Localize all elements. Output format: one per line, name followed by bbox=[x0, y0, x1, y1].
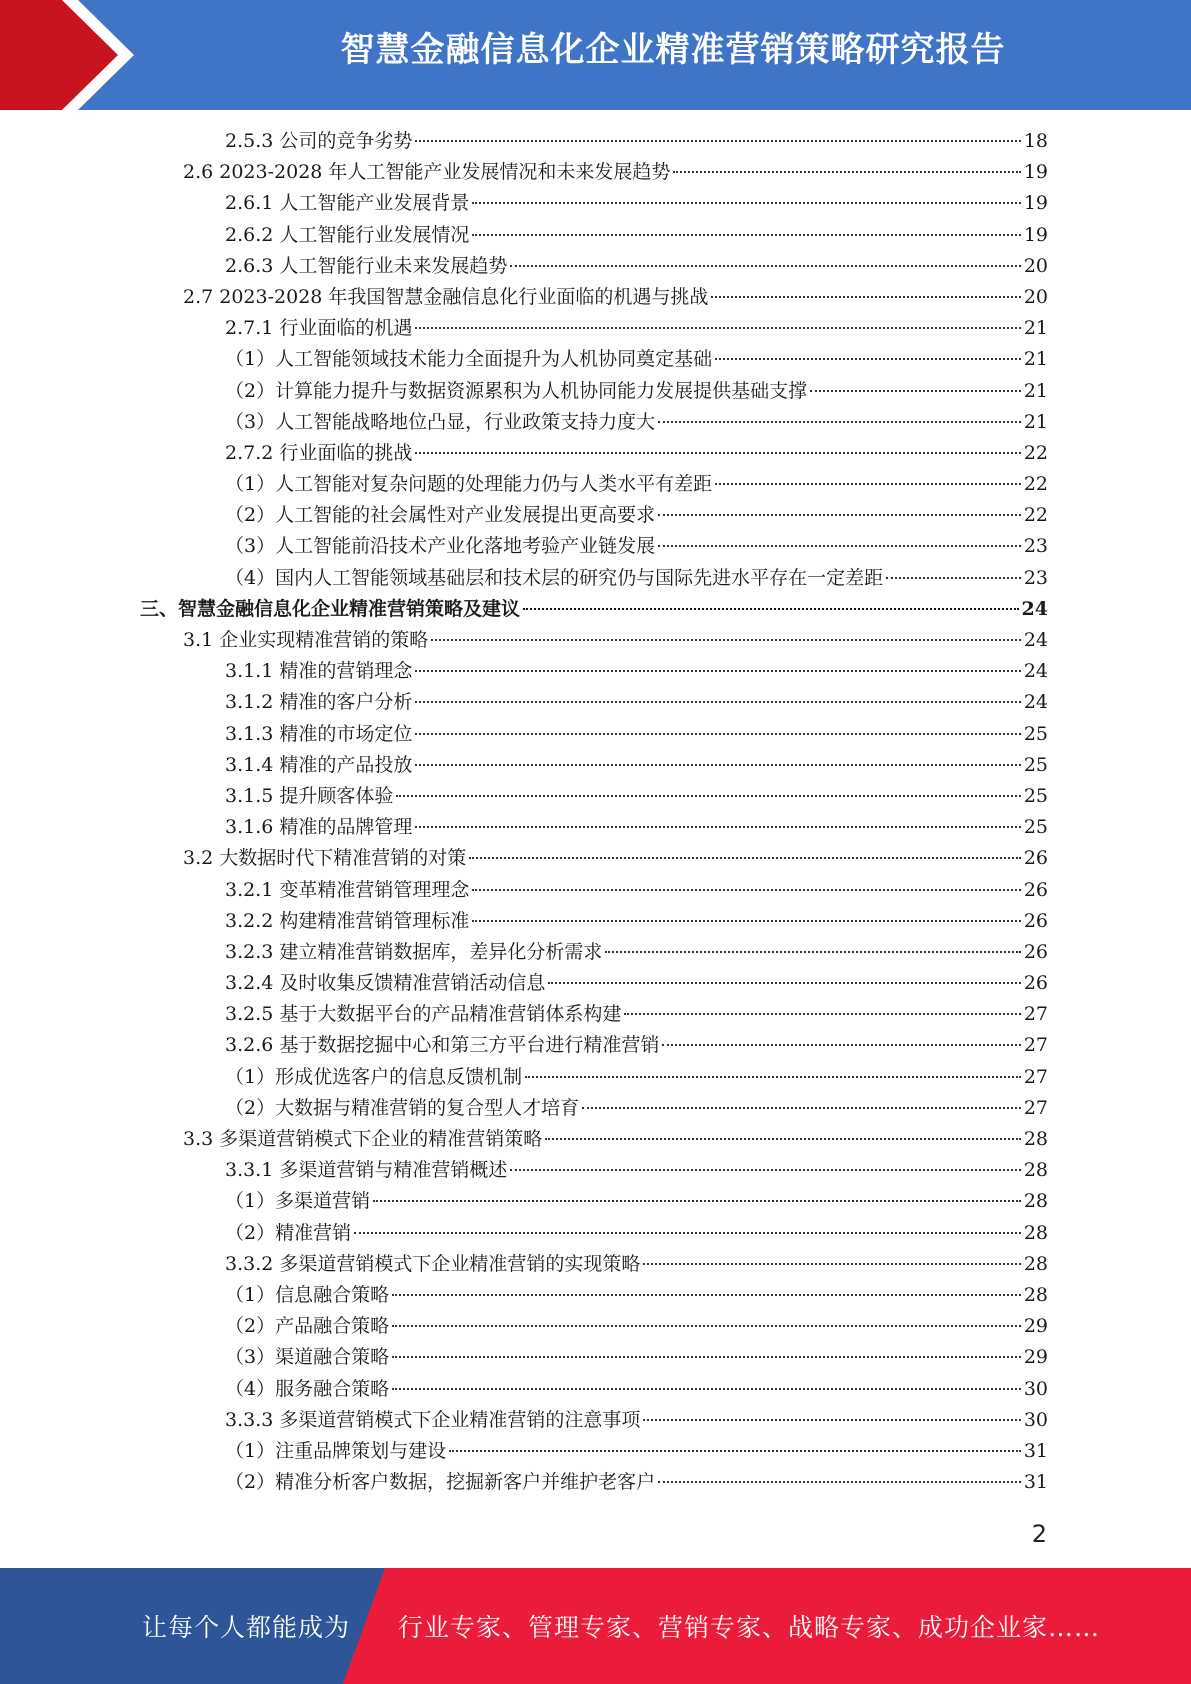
toc-entry-page: 27 bbox=[1023, 1096, 1048, 1119]
toc-entry[interactable] bbox=[140, 563, 1048, 594]
toc-dot-leader bbox=[415, 701, 1020, 703]
report-title: 智慧金融信息化企业精准营销策略研究报告 bbox=[340, 30, 1006, 70]
toc-dot-leader bbox=[415, 452, 1020, 454]
toc-entry-title: （1）人工智能对复杂问题的处理能力仍与人类水平有差距 bbox=[225, 473, 713, 496]
toc-entry-title: （1）信息融合策略 bbox=[225, 1283, 390, 1306]
toc-entry-page: 19 bbox=[1023, 192, 1048, 215]
toc-entry-page: 30 bbox=[1023, 1408, 1048, 1431]
toc-entry[interactable] bbox=[140, 1155, 1048, 1186]
toc-entry[interactable] bbox=[140, 906, 1048, 937]
toc-entry[interactable] bbox=[140, 1062, 1048, 1093]
toc-dot-leader bbox=[396, 795, 1020, 797]
toc-dot-leader bbox=[415, 327, 1020, 329]
toc-entry-page: 24 bbox=[1023, 629, 1048, 651]
toc-entry-title: （3）人工智能战略地位凸显，行业政策支持力度大 bbox=[225, 410, 656, 433]
toc-entry[interactable] bbox=[140, 1218, 1048, 1249]
toc-entry-title: 3.3.1 多渠道营销与精准营销概述 bbox=[225, 1159, 508, 1182]
toc-entry-title: 3.1.2 精准的客户分析 bbox=[225, 691, 413, 714]
toc-entry-title: （2）产品融合策略 bbox=[225, 1315, 390, 1338]
toc-entry[interactable] bbox=[140, 999, 1048, 1030]
toc-entry-title: 3.2.2 构建精准营销管理标准 bbox=[225, 909, 470, 932]
toc-entry-page: 25 bbox=[1023, 816, 1048, 839]
toc-entry-page: 31 bbox=[1023, 1471, 1048, 1494]
toc-entry[interactable] bbox=[140, 407, 1048, 438]
toc-entry-title: 2.7.1 行业面临的机遇 bbox=[225, 317, 413, 340]
toc-dot-leader bbox=[415, 826, 1020, 828]
toc-entry-title: 三、智慧金融信息化企业精准营销策略及建议 bbox=[140, 597, 521, 620]
toc-entry-page: 20 bbox=[1023, 285, 1048, 308]
toc-entry-page: 28 bbox=[1023, 1159, 1048, 1182]
toc-entry-title: 3.2 大数据时代下精准营销的对策 bbox=[183, 847, 467, 870]
toc-entry-page: 28 bbox=[1023, 1283, 1048, 1306]
toc-dot-leader bbox=[715, 483, 1021, 485]
toc-dot-leader bbox=[415, 733, 1020, 735]
toc-dot-leader bbox=[545, 1138, 1021, 1140]
toc-entry[interactable] bbox=[140, 594, 1048, 625]
toc-entry-title: 2.6.3 人工智能行业未来发展趋势 bbox=[225, 254, 508, 277]
toc-dot-leader bbox=[523, 608, 1019, 610]
toc-entry-title: 2.7 2023-2028 年我国智慧金融信息化行业面临的机遇与挑战 bbox=[183, 285, 709, 308]
toc-entry[interactable] bbox=[140, 1436, 1048, 1467]
toc-dot-leader bbox=[624, 1013, 1020, 1015]
page-number: 2 bbox=[1031, 1520, 1047, 1548]
toc-entry[interactable] bbox=[140, 1249, 1048, 1280]
page-footer bbox=[0, 1568, 1191, 1684]
toc-entry[interactable] bbox=[140, 687, 1048, 718]
toc-entry-title: （1）多渠道营销 bbox=[225, 1190, 371, 1213]
toc-entry-title: （2）大数据与精准营销的复合型人才培育 bbox=[225, 1096, 580, 1119]
toc-entry[interactable] bbox=[140, 1405, 1048, 1436]
toc-entry[interactable] bbox=[140, 469, 1048, 500]
toc-entry-title: 2.7.2 行业面临的挑战 bbox=[225, 441, 413, 464]
page-header bbox=[0, 0, 1191, 110]
toc-dot-leader bbox=[354, 1232, 1021, 1234]
toc-dot-leader bbox=[662, 1044, 1020, 1046]
toc-entry-title: 3.3 多渠道营销模式下企业的精准营销策略 bbox=[183, 1128, 543, 1150]
toc-entry-page: 29 bbox=[1023, 1315, 1048, 1338]
toc-dot-leader bbox=[415, 670, 1020, 672]
toc-dot-leader bbox=[658, 421, 1021, 423]
toc-entry-page: 20 bbox=[1023, 254, 1048, 277]
toc-entry-title: 3.2.6 基于数据挖掘中心和第三方平台进行精准营销 bbox=[225, 1034, 660, 1057]
toc-entry[interactable] bbox=[140, 1124, 1048, 1155]
toc-entry-page: 18 bbox=[1023, 130, 1048, 152]
toc-entry-title: （3）人工智能前沿技术产业化落地考验产业链发展 bbox=[225, 535, 656, 558]
toc-entry[interactable] bbox=[140, 157, 1048, 188]
toc-entry-page: 24 bbox=[1023, 660, 1048, 683]
toc-dot-leader bbox=[415, 764, 1020, 766]
toc-dot-leader bbox=[373, 1200, 1021, 1202]
toc-entry-page: 28 bbox=[1023, 1128, 1048, 1150]
toc-dot-leader bbox=[643, 1419, 1020, 1421]
toc-entry[interactable] bbox=[140, 968, 1048, 999]
toc-dot-leader bbox=[510, 265, 1020, 267]
toc-entry-title: （4）服务融合策略 bbox=[225, 1377, 390, 1400]
toc-entry-page: 24 bbox=[1021, 597, 1048, 620]
toc-dot-leader bbox=[658, 545, 1021, 547]
toc-entry-page: 26 bbox=[1023, 972, 1048, 995]
toc-entry[interactable] bbox=[140, 376, 1048, 407]
toc-entry[interactable] bbox=[140, 313, 1048, 344]
toc-entry-title: （1）形成优选客户的信息反馈机制 bbox=[225, 1065, 523, 1088]
toc-dot-leader bbox=[810, 390, 1021, 392]
toc-entry-title: （1）人工智能领域技术能力全面提升为人机协同奠定基础 bbox=[225, 348, 713, 371]
toc-dot-leader bbox=[469, 857, 1021, 859]
toc-entry[interactable] bbox=[140, 220, 1048, 251]
toc-entry-title: 3.2.1 变革精准营销管理理念 bbox=[225, 878, 470, 901]
toc-dot-leader bbox=[392, 1294, 1021, 1296]
toc-entry-title: 3.2.3 建立精准营销数据库，差异化分析需求 bbox=[225, 940, 603, 963]
toc-entry-page: 25 bbox=[1023, 753, 1048, 776]
toc-entry-title: （3）渠道融合策略 bbox=[225, 1346, 390, 1369]
toc-entry-title: 3.1 企业实现精准营销的策略 bbox=[183, 629, 429, 651]
toc-entry-page: 28 bbox=[1023, 1190, 1048, 1213]
toc-entry-page: 21 bbox=[1023, 348, 1048, 371]
toc-entry-title: 3.2.5 基于大数据平台的产品精准营销体系构建 bbox=[225, 1003, 622, 1026]
toc-dot-leader bbox=[658, 514, 1021, 516]
toc-entry[interactable] bbox=[140, 1467, 1048, 1498]
toc-entry[interactable] bbox=[140, 1030, 1048, 1061]
toc-entry-page: 22 bbox=[1023, 473, 1048, 496]
toc-dot-leader bbox=[673, 171, 1020, 173]
toc-entry-page: 27 bbox=[1023, 1034, 1048, 1057]
toc-entry[interactable] bbox=[140, 126, 1048, 157]
toc-entry[interactable] bbox=[140, 1280, 1048, 1311]
toc-dot-leader bbox=[510, 1169, 1020, 1171]
toc-entry-title: 2.6 2023-2028 年人工智能产业发展情况和未来发展趋势 bbox=[183, 161, 671, 184]
toc-entry[interactable] bbox=[140, 1342, 1048, 1373]
toc-entry-page: 26 bbox=[1023, 909, 1048, 932]
toc-entry[interactable] bbox=[140, 843, 1048, 874]
toc-entry-page: 23 bbox=[1023, 566, 1048, 589]
toc-entry-page: 31 bbox=[1023, 1439, 1048, 1462]
toc-entry-title: 2.6.1 人工智能产业发展背景 bbox=[225, 192, 470, 215]
toc-dot-leader bbox=[449, 1450, 1021, 1452]
toc-entry-title: （2）精准营销 bbox=[225, 1221, 352, 1244]
toc-entry-page: 26 bbox=[1023, 847, 1048, 870]
toc-dot-leader bbox=[472, 234, 1020, 236]
toc-entry-page: 22 bbox=[1023, 504, 1048, 527]
toc-entry[interactable] bbox=[140, 251, 1048, 282]
toc-entry-page: 24 bbox=[1023, 691, 1048, 714]
toc-dot-leader bbox=[415, 140, 1020, 142]
toc-entry-page: 21 bbox=[1023, 410, 1048, 433]
toc-entry[interactable] bbox=[140, 531, 1048, 562]
toc-dot-leader bbox=[392, 1356, 1021, 1358]
toc-dot-leader bbox=[392, 1325, 1021, 1327]
toc-entry-page: 26 bbox=[1023, 878, 1048, 901]
toc-entry[interactable] bbox=[140, 750, 1048, 781]
toc-dot-leader bbox=[582, 1107, 1021, 1109]
toc-entry-page: 28 bbox=[1023, 1252, 1048, 1275]
toc-entry[interactable] bbox=[140, 719, 1048, 750]
toc-entry-title: 3.1.1 精准的营销理念 bbox=[225, 660, 413, 683]
toc-dot-leader bbox=[711, 296, 1020, 298]
toc-entry-page: 30 bbox=[1023, 1377, 1048, 1400]
toc-entry-title: （2）人工智能的社会属性对产业发展提出更高要求 bbox=[225, 504, 656, 527]
toc-entry-page: 21 bbox=[1023, 317, 1048, 340]
toc-entry[interactable] bbox=[140, 625, 1048, 656]
toc-entry-page: 22 bbox=[1023, 441, 1048, 464]
toc-entry[interactable] bbox=[140, 282, 1048, 313]
toc-entry[interactable] bbox=[140, 438, 1048, 469]
toc-entry-title: 3.1.4 精准的产品投放 bbox=[225, 753, 413, 776]
toc-entry[interactable] bbox=[140, 812, 1048, 843]
toc-entry-title: 2.6.2 人工智能行业发展情况 bbox=[225, 223, 470, 246]
toc-entry[interactable] bbox=[140, 781, 1048, 812]
toc-entry[interactable] bbox=[140, 1374, 1048, 1405]
toc-entry-page: 21 bbox=[1023, 379, 1048, 402]
toc-entry-title: （2）精准分析客户数据，挖掘新客户并维护老客户 bbox=[225, 1471, 656, 1494]
toc-entry[interactable] bbox=[140, 937, 1048, 968]
toc-dot-leader bbox=[431, 639, 1021, 641]
toc-dot-leader bbox=[472, 889, 1020, 891]
toc-entry-title: 2.5.3 公司的竞争劣势 bbox=[225, 130, 413, 152]
table-of-contents bbox=[140, 126, 1048, 1498]
toc-entry-title: 3.1.5 提升顾客体验 bbox=[225, 784, 394, 807]
toc-entry-title: 3.2.4 及时收集反馈精准营销活动信息 bbox=[225, 972, 546, 995]
toc-entry-page: 29 bbox=[1023, 1346, 1048, 1369]
toc-dot-leader bbox=[472, 202, 1020, 204]
toc-dot-leader bbox=[525, 1076, 1021, 1078]
toc-entry-title: 3.3.2 多渠道营销模式下企业精准营销的实现策略 bbox=[225, 1252, 641, 1275]
toc-entry-page: 27 bbox=[1023, 1003, 1048, 1026]
toc-entry-title: 3.1.3 精准的市场定位 bbox=[225, 722, 413, 745]
toc-entry[interactable] bbox=[140, 1093, 1048, 1124]
toc-dot-leader bbox=[715, 358, 1021, 360]
toc-dot-leader bbox=[472, 920, 1020, 922]
toc-dot-leader bbox=[392, 1388, 1021, 1390]
toc-entry-page: 19 bbox=[1023, 161, 1048, 184]
toc-entry[interactable] bbox=[140, 656, 1048, 687]
toc-dot-leader bbox=[658, 1481, 1021, 1483]
toc-entry[interactable] bbox=[140, 188, 1048, 219]
toc-entry-page: 19 bbox=[1023, 223, 1048, 246]
toc-entry-page: 25 bbox=[1023, 784, 1048, 807]
toc-entry-page: 26 bbox=[1023, 940, 1048, 963]
toc-entry-title: （4）国内人工智能领域基础层和技术层的研究仍与国际先进水平存在一定差距 bbox=[225, 566, 884, 589]
toc-entry[interactable] bbox=[140, 1186, 1048, 1217]
toc-dot-leader bbox=[643, 1263, 1020, 1265]
toc-dot-leader bbox=[548, 982, 1020, 984]
toc-entry[interactable] bbox=[140, 500, 1048, 531]
toc-entry-page: 27 bbox=[1023, 1065, 1048, 1088]
toc-entry-page: 25 bbox=[1023, 722, 1048, 745]
toc-entry[interactable] bbox=[140, 344, 1048, 375]
toc-entry-title: 3.3.3 多渠道营销模式下企业精准营销的注意事项 bbox=[225, 1408, 641, 1431]
toc-entry-page: 28 bbox=[1023, 1221, 1048, 1244]
toc-dot-leader bbox=[886, 577, 1021, 579]
toc-entry[interactable] bbox=[140, 1311, 1048, 1342]
toc-entry-page: 23 bbox=[1023, 535, 1048, 558]
toc-entry[interactable] bbox=[140, 875, 1048, 906]
footer-slogan-left: 让每个人都能成为 bbox=[142, 1613, 351, 1642]
toc-entry-title: （1）注重品牌策划与建设 bbox=[225, 1439, 447, 1462]
footer-slogan-right: 行业专家、管理专家、营销专家、战略专家、成功企业家…… bbox=[398, 1613, 1101, 1642]
toc-entry-title: （2）计算能力提升与数据资源累积为人机协同能力发展提供基础支撑 bbox=[225, 379, 808, 402]
toc-entry-title: 3.1.6 精准的品牌管理 bbox=[225, 816, 413, 839]
toc-dot-leader bbox=[605, 951, 1020, 953]
header-arrow-decoration bbox=[0, 0, 150, 110]
